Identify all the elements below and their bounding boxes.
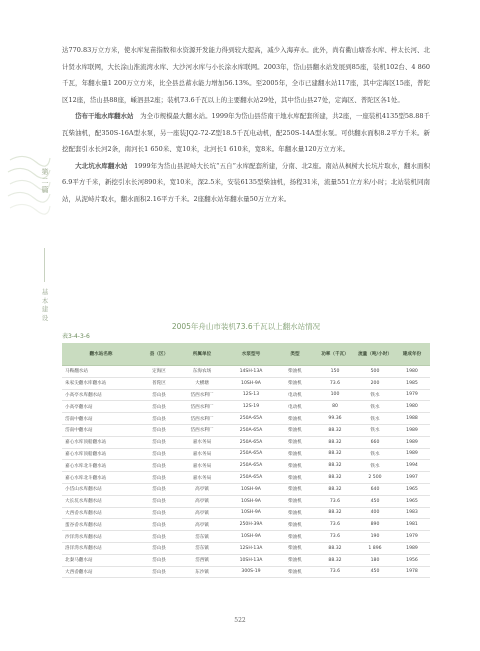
table-cell: 大长坑水库翻水站 [62,495,140,507]
table-cell: 岱山县 [140,389,178,401]
table-cell: 190 [356,531,394,543]
table-cell: 10SH-9A [226,377,276,389]
table-row [62,483,430,495]
table-row [62,507,430,519]
table-cell: 180 [356,554,394,566]
table-cell: 88.32 [314,483,356,495]
table-cell: 岱山县 [140,472,178,484]
table-cell: 柴油机 [276,436,314,448]
table-row [62,377,430,389]
table-cell: 铁水 [356,448,394,460]
table-cell: 100 [314,389,356,401]
paragraph-lead: 大北坑水库翻水站 [75,161,128,170]
column-header: 建成年份 [394,343,430,366]
table-cell: 250A-65A [226,424,276,436]
table-cell: 640 [356,483,394,495]
paragraph [62,108,430,158]
table-cell: 1978 [394,566,430,578]
table-title: 2005年舟山市装机73.6千瓦以上翻水站情况 [171,322,321,331]
table-cell: 柴油机 [276,554,314,566]
table-cell: 890 [356,519,394,531]
table-cell: 铁水 [356,389,394,401]
table-cell: 88.32 [314,424,356,436]
table-cell: 150 [314,366,356,378]
table-row [62,554,430,566]
table-cell: 高亭镇 [178,495,226,507]
table-cell: 朱家尖翻水库翻水站 [62,377,140,389]
table-cell: 柴油机 [276,413,314,425]
column-header: 翻水站名称 [62,343,140,366]
table-cell: 柴油机 [276,448,314,460]
table-cell: 1988 [394,413,430,425]
table-cell: 岱山县 [140,436,178,448]
table-cell: 岱山县 [140,448,178,460]
table-cell: 450 [356,495,394,507]
column-header: 类型 [276,343,314,366]
table-cell: 1989 [394,436,430,448]
table-cell: 蛋谷岙水库翻水站 [62,519,140,531]
table-cell: 1983 [394,507,430,519]
table-row [62,542,430,554]
table-cell: 73.6 [314,519,356,531]
table-cell: 岱西水利厂 [178,401,226,413]
paragraph [62,158,430,208]
table-cell: 嘉心水库北斗翻水站 [62,472,140,484]
chapter-label: 基本建设 [41,288,49,322]
table-cell: 嘉水务局 [178,472,226,484]
paragraph-text: 1999年为岱山县泥峙大长坑“五自”水库配套所建，分南、北2座。南站从枫树大长坑片取水，翻水面积6.9平方千米，新挖引水长河890米，宽10米，深2.5米，安装6135型柴油机，扬程31米，流量551立方米/小时；北站装机同南站，从泥峙片取水，翻水面积2.16平方千米。2座翻水站年翻水量50万立方米。 [62,161,431,203]
table-cell: 大西岙水库翻水站 [62,507,140,519]
table-cell: 岱山县 [140,413,178,425]
column-header: 水泵型号 [226,343,276,366]
paragraph-lead: 岱布干地水库翻水站 [75,112,134,120]
table-cell: 柴油机 [276,377,314,389]
table-cell: 嘉水务局 [178,448,226,460]
table-cell: 北秦马翻水站 [62,554,140,566]
table-cell: 小岱山水库翻水站 [62,483,140,495]
table-cell: 柴油机 [276,424,314,436]
table-row [62,366,430,378]
table-row [62,566,430,578]
table-cell: 铁水 [356,460,394,472]
table-cell: 80 [314,401,356,413]
table-row [62,495,430,507]
table-cell: 岱山县 [140,519,178,531]
table-cell: 1989 [394,448,430,460]
table-cell: 1979 [394,389,430,401]
table-cell: 嘉水务局 [178,436,226,448]
table-cell: 10SH-13A [226,554,276,566]
table-cell: 250A-65A [226,460,276,472]
table-row [62,389,430,401]
table-cell: 大西岙翻水站 [62,566,140,578]
table-cell: 1965 [394,495,430,507]
body-text [62,42,430,207]
table-cell: 1989 [394,424,430,436]
table-cell: 12S-13 [226,389,276,401]
table-cell: 200 [356,377,394,389]
table-cell: 高亭镇 [178,507,226,519]
table-cell: 岱山县 [140,531,178,543]
table-cell: 嘉心水库北斗翻水站 [62,460,140,472]
table-cell: 嘉心水库顶船翻水站 [62,436,140,448]
table-cell: 定海区 [140,366,178,378]
table-cell: 洛洋湾水库翻水站 [62,542,140,554]
table-cell: 岱山县 [140,424,178,436]
section-label: 第二篇 [41,168,49,194]
table-cell: 铁水 [356,401,394,413]
table-cell: 岱南中翻水站 [62,413,140,425]
table-row [62,424,430,436]
table-row [62,413,430,425]
table-body [62,366,430,578]
table-header-row [62,343,430,366]
table-cell: 73.6 [314,531,356,543]
table-row [62,448,430,460]
table-cell: 马鞍翻水站 [62,366,140,378]
table-cell: 1 896 [356,542,394,554]
table-cell: 73.6 [314,495,356,507]
table-cell: 岱南中翻水站 [62,424,140,436]
table-cell: 88.32 [314,507,356,519]
table-cell: 10SH-9A [226,495,276,507]
table-cell: 东沙镇 [178,566,226,578]
table-cell: 岱西水利厂 [178,424,226,436]
table-cell: 柴油机 [276,519,314,531]
table-cell: 1985 [394,377,430,389]
table-cell: 1980 [394,366,430,378]
table-cell: 1994 [394,460,430,472]
table-cell: 1997 [394,472,430,484]
table-cell: 岱西水利厂 [178,389,226,401]
table-cell: 岱西镇 [178,554,226,566]
table-cell: 东海农场 [178,366,226,378]
table-cell: 14SH-13A [226,366,276,378]
table-cell: 嘉心水库顶船翻水站 [62,448,140,460]
table-row [62,531,430,543]
table-cell: 1956 [394,554,430,566]
table-cell: 柴油机 [276,495,314,507]
table-row [62,472,430,484]
table-cell: 岱东镇 [178,542,226,554]
table-cell: 柴油机 [276,366,314,378]
table-cell: 岱山县 [140,495,178,507]
table-cell: 450 [356,566,394,578]
table-cell: 10SH-9A [226,483,276,495]
column-header: 所属单位 [178,343,226,366]
table-cell: 250A-65A [226,436,276,448]
table-cell: 岱山县 [140,401,178,413]
pumping-station-table [62,343,430,578]
table-cell: 300S-19 [226,566,276,578]
sidebar-divider [44,248,45,282]
table-cell: 岱西水利厂 [178,413,226,425]
table-cell: 1980 [394,401,430,413]
table-cell: 660 [356,436,394,448]
table-cell: 1965 [394,483,430,495]
table-cell: 1989 [394,542,430,554]
table-cell: 高亭镇 [178,483,226,495]
table-cell: 嘉水务局 [178,460,226,472]
table-cell: 1981 [394,519,430,531]
table-cell: 250H-39A [226,519,276,531]
table-cell: 铁水 [356,424,394,436]
table-cell: 岱山县 [140,554,178,566]
table-cell: 88.32 [314,436,356,448]
table-cell: 小高亭翻水站 [62,401,140,413]
table-cell: 12S-19 [226,401,276,413]
table-cell: 高亭镇 [178,519,226,531]
table-cell: 普陀区 [140,377,178,389]
table-cell: 大横塘 [178,377,226,389]
table-cell: 88.32 [314,448,356,460]
table-cell: 电动机 [276,389,314,401]
column-header: 功率（千瓦） [314,343,356,366]
table-cell: 柴油机 [276,507,314,519]
table-cell: 10SH-9A [226,531,276,543]
table-cell: 柴油机 [276,460,314,472]
table-cell: 88.32 [314,554,356,566]
table-cell: 岱山县 [140,460,178,472]
table-cell: 400 [356,507,394,519]
table-cell: 73.6 [314,377,356,389]
table-cell: 小高亭水库翻水站 [62,389,140,401]
table-row [62,460,430,472]
table-cell: 柴油机 [276,566,314,578]
table-cell: 柴油机 [276,483,314,495]
page-number: 522 [234,617,246,624]
table-cell: 电动机 [276,401,314,413]
table-row [62,519,430,531]
table-cell: 岱东镇 [178,531,226,543]
table-cell: 73.6 [314,566,356,578]
table-cell: 岱山县 [140,507,178,519]
table-row [62,436,430,448]
table-cell: 99.36 [314,413,356,425]
table-cell: 柴油机 [276,472,314,484]
table-cell: 铁水 [356,413,394,425]
table-cell: 88.32 [314,460,356,472]
table-cell: 250A-65A [226,472,276,484]
table-cell: 250A-65A [226,413,276,425]
column-header: 县（区） [140,343,178,366]
paragraph: 达770.83万立方米，使水库复苗指数和水资源开发能力得到较大提高，减少入海弃水。此外，尚有衢山塘岙水库、梓太长河、北计贤水库联网，大长涂山淮流湾水库、大沙河水库与小长涂水库联网。2003年，岱山县翻水站发展到85座，装机102台、4 860千瓦，年翻水量1 200万立方米，比全县总蓄水能力增加56.13%。至2005年，全市已建翻水站117座，其中定海区15座，普陀区12座，岱山县88座，嵊泗县2座；装机73.6千瓦以上的主要翻水站29处，其中岱山县27处，定海区、普陀区各1处。 [62,46,430,104]
table-cell: 500 [356,366,394,378]
table-cell: 1979 [394,531,430,543]
table-cell: 沙洋湾水库翻水站 [62,531,140,543]
table-cell: 2 500 [356,472,394,484]
table-cell: 250A-65A [226,448,276,460]
table-cell: 岱山县 [140,483,178,495]
table-cell: 88.32 [314,472,356,484]
column-header: 流量（吨/小时） [356,343,394,366]
table-cell: 柴油机 [276,542,314,554]
table-cell: 柴油机 [276,531,314,543]
table-cell: 12SH-13A [226,542,276,554]
table-cell: 岱山县 [140,566,178,578]
table-cell: 10SH-9A [226,507,276,519]
paragraph-text: 为全市规模最大翻水站。1999年为岱山县岱南干地水库配套所建，共2座，一座装机4135型58.88千瓦柴油机，配350S-16A型水泵，另一座装JQ2-72-Z型18.5千瓦电动机，配250S-14A型水泵。可供翻水面积8.2平方千米。新挖配套引水长河2条，南河长1 650米、宽10米，北河长1 610米，宽8米。年翻水量120万立方米。 [62,112,431,153]
table-row [62,401,430,413]
table-number: 表3-4-3-6 [62,333,90,340]
table-cell: 岱山县 [140,542,178,554]
table-cell: 88.32 [314,542,356,554]
